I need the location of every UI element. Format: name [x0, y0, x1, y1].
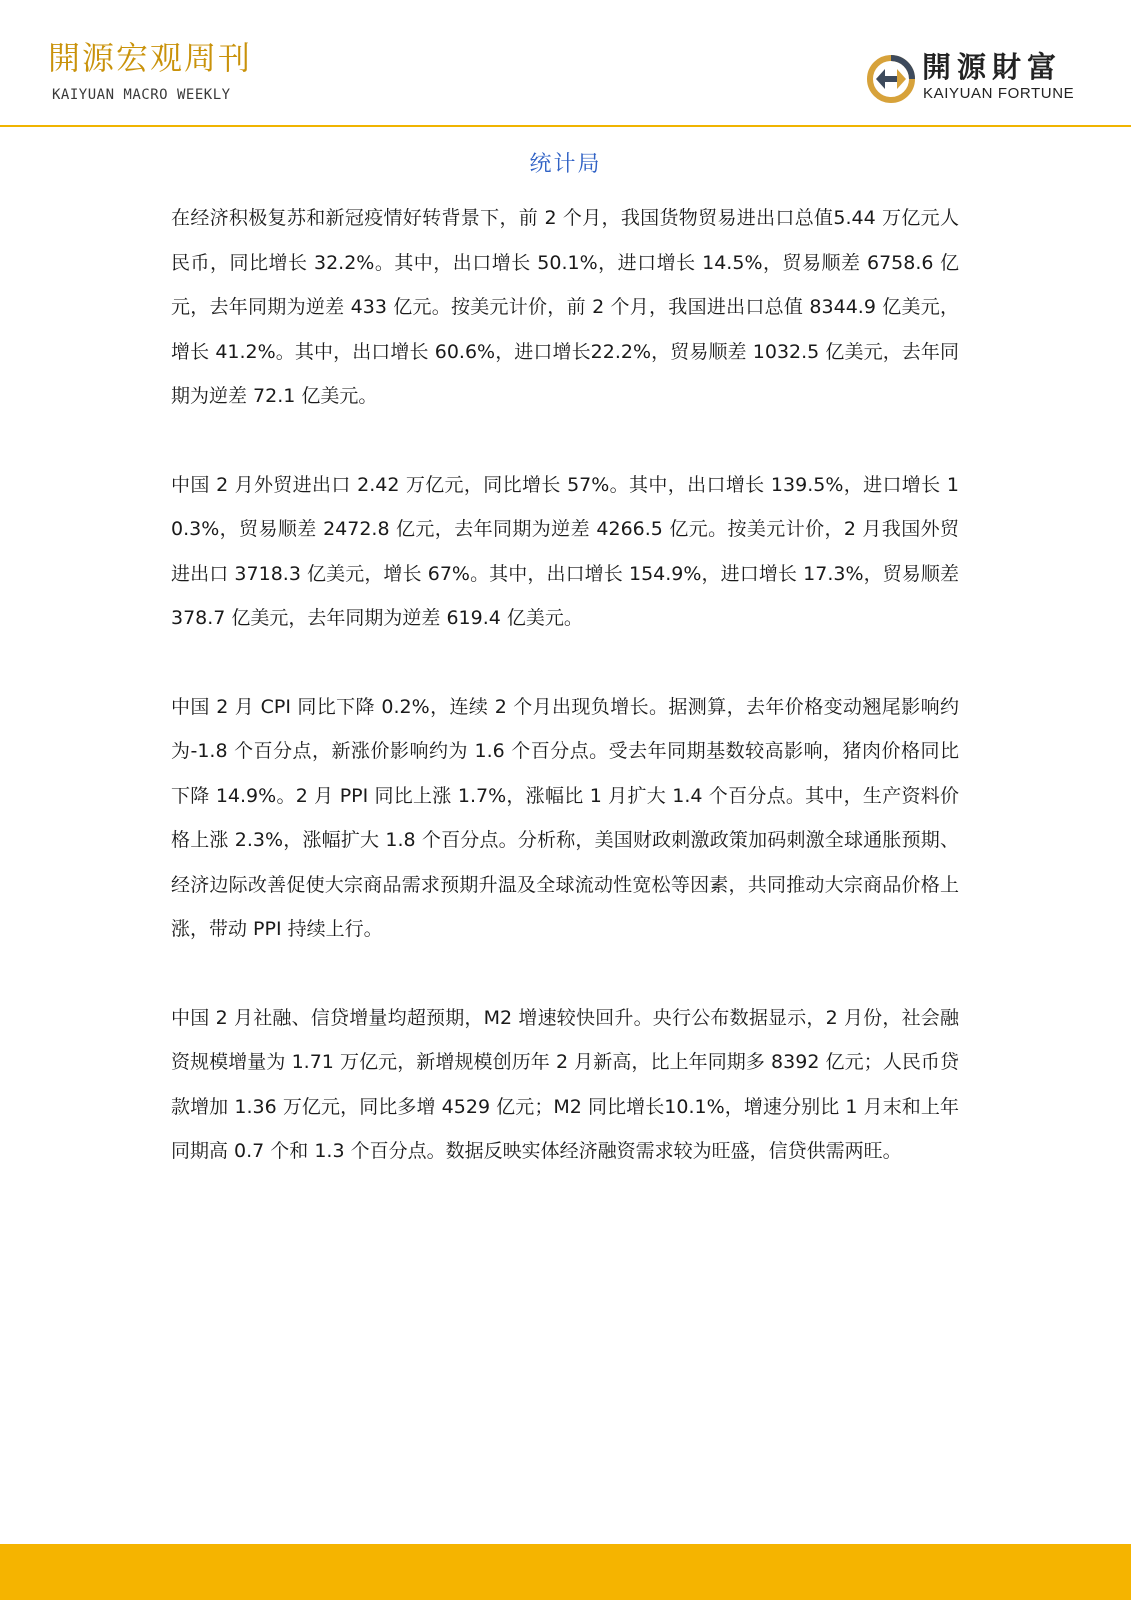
brand-title-cn: 開源宏观周刊	[48, 39, 253, 77]
page-header	[0, 0, 1131, 126]
article-body	[171, 196, 959, 1218]
brand-title-en: KAIYUAN MACRO WEEKLY	[52, 87, 231, 103]
header-divider	[0, 125, 1131, 127]
paragraph-trade-feb: 中国 2 月外贸进出口 2.42 万亿元，同比增长 57%。其中，出口增长 139.5%，进口增长 10.3%，贸易顺差 2472.8 亿元，去年同期为逆差 4266.5 亿元。按美元计价，2 月我国外贸进出口 3718.3 亿美元，增长 67%。其中，出口增长 154.9%，进口增长 17.3%，贸易顺差 378.7 亿美元，去年同期为逆差 619.4 亿美元。	[171, 473, 959, 629]
logo-text-en: KAIYUAN FORTUNE	[923, 85, 1075, 102]
logo-text-cn: 開源財富	[922, 50, 1063, 84]
footer-bar	[0, 1544, 1131, 1600]
paragraph-credit-m2: 中国 2 月社融、信贷增量均超预期，M2 增速较快回升。央行公布数据显示，2 月份，社会融资规模增量为 1.71 万亿元，新增规模创历年 2 月新高，比上年同期多 8392 亿元；人民币贷款增加 1.36 万亿元，同比多增 4529 亿元；M2 同比增长10.1%，增速分别比 1 月末和上年同期高 0.7 个和 1.3 个百分点。数据反映实体经济融资需求较为旺盛，信贷供需两旺。	[171, 1006, 959, 1162]
company-logo	[866, 50, 1096, 106]
paragraph-cpi-ppi: 中国 2 月 CPI 同比下降 0.2%，连续 2 个月出现负增长。据测算，去年价格变动翘尾影响约为-1.8 个百分点，新涨价影响约为 1.6 个百分点。受去年同期基数较高影响，猪肉价格同比下降 14.9%。2 月 PPI 同比上涨 1.7%，涨幅比 1 月扩大 1.4 个百分点。其中，生产资料价格上涨 2.3%，涨幅扩大 1.8 个百分点。分析称，美国财政刺激政策加码刺激全球通胀预期、经济边际改善促使大宗商品需求预期升温及全球流动性宽松等因素，共同推动大宗商品价格上涨，带动 PPI 持续上行。	[171, 695, 959, 940]
kaiyuan-logo-icon	[866, 54, 916, 104]
paragraph-trade-jan-feb: 在经济积极复苏和新冠疫情好转背景下，前 2 个月，我国货物贸易进出口总值5.44 万亿元人民币，同比增长 32.2%。其中，出口增长 50.1%，进口增长 14.5%，贸易顺差 6758.6 亿元，去年同期为逆差 433 亿元。按美元计价，前 2 个月，我国进出口总值 8344.9 亿美元，增长 41.2%。其中，出口增长 60.6%，进口增长22.2%，贸易顺差 1032.5 亿美元，去年同期为逆差 72.1 亿美元。	[171, 207, 959, 407]
section-title: 统计局	[529, 152, 602, 177]
